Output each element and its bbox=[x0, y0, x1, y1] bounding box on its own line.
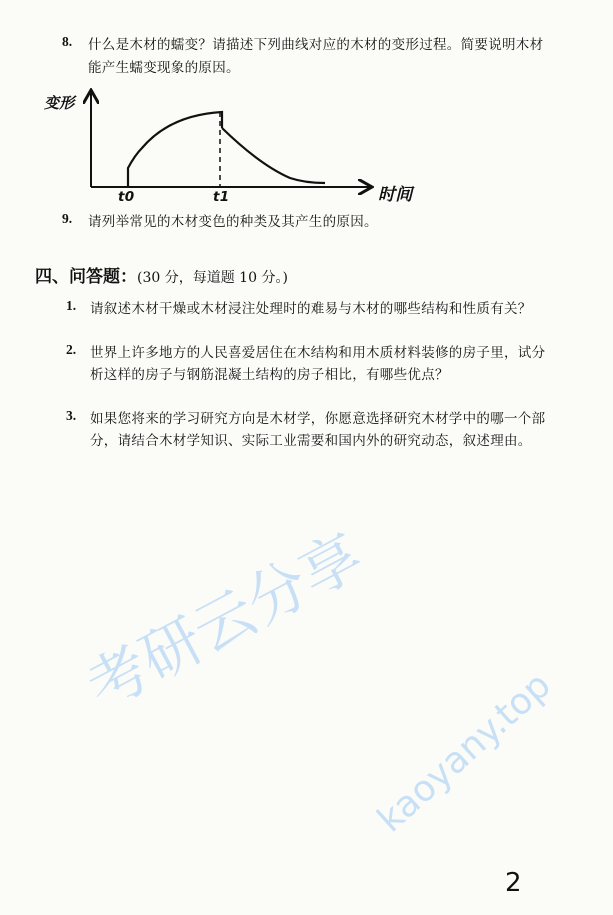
question-8-line-2: 能产生蠕变现象的原因。 bbox=[88, 60, 240, 76]
question-9-line-1: 请列举常见的木材变色的种类及其产生的原因。 bbox=[88, 214, 378, 230]
creep-curve-figure bbox=[0, 0, 613, 240]
loading-curve bbox=[128, 112, 222, 187]
s4-question-2-line-1: 世界上许多地方的人民喜爱居住在木结构和用木质材料装修的房子里，试分 bbox=[90, 345, 546, 361]
t0-label: t0 bbox=[118, 189, 135, 205]
page-number: 2 bbox=[505, 868, 522, 898]
recovery-curve bbox=[222, 128, 325, 183]
section-4-note: (30 分，每道题 10 分。) bbox=[137, 270, 288, 286]
s4-question-2-number: 2. bbox=[66, 342, 77, 357]
y-axis-label: 变形 bbox=[44, 94, 75, 112]
question-8-line-1: 什么是木材的蠕变？请描述下列曲线对应的木材的变形过程。简要说明木材 bbox=[88, 37, 544, 53]
s4-question-3-line-1: 如果您将来的学习研究方向是木材学，你愿意选择研究木材学中的哪一个部 bbox=[90, 411, 546, 427]
s4-question-3-line-2: 分，请结合木材学知识、实际工业需要和国内外的研究动态，叙述理由。 bbox=[90, 433, 532, 449]
section-4-title: 四、问答题： bbox=[35, 267, 137, 287]
x-axis-label: 时间 bbox=[378, 185, 413, 205]
question-9-number: 9. bbox=[62, 211, 73, 226]
watermark-url: kaoyany.top bbox=[370, 664, 559, 841]
s4-question-2-line-2: 析这样的房子与钢筋混凝土结构的房子相比，有哪些优点？ bbox=[90, 367, 449, 383]
question-8-number: 8. bbox=[62, 34, 73, 49]
s4-question-3-number: 3. bbox=[66, 408, 77, 423]
s4-question-1-number: 1. bbox=[66, 298, 77, 313]
section-4-heading bbox=[35, 262, 288, 287]
s4-question-1-line-1: 请叙述木材干燥或木材浸注处理时的难易与木材的哪些结构和性质有关？ bbox=[90, 301, 532, 317]
t1-label: t1 bbox=[213, 189, 230, 205]
watermark-cn: 考研云分享 bbox=[76, 520, 374, 724]
